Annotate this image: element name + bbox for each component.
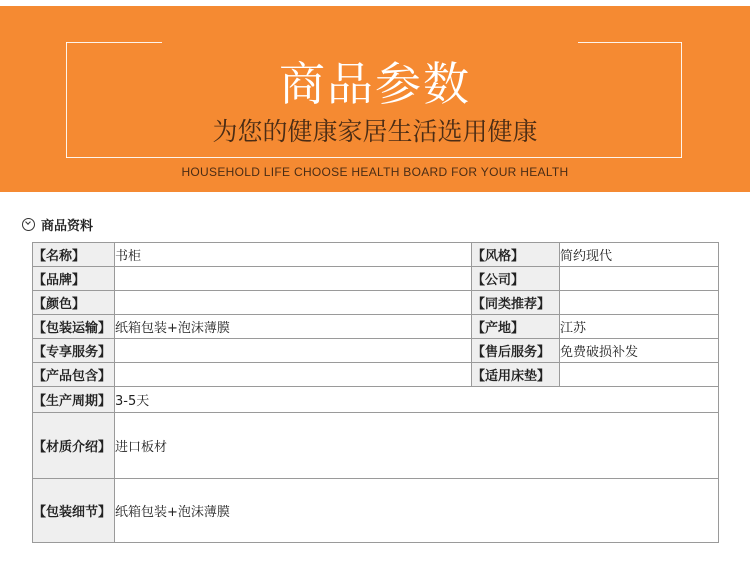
param-value: 纸箱包装+泡沫薄膜 (115, 479, 719, 543)
param-value: 书柜 (115, 243, 472, 267)
banner-subtitle: 为您的健康家居生活选用健康 (212, 117, 538, 146)
param-value: 江苏 (560, 315, 719, 339)
param-value: 纸箱包装+泡沫薄膜 (115, 315, 472, 339)
table-row (33, 339, 719, 363)
param-value (560, 363, 719, 387)
param-value (115, 363, 472, 387)
table-row (33, 243, 719, 267)
section-title: 商品资料 (41, 218, 94, 234)
header-banner (0, 0, 750, 192)
param-label: 【产品包含】 (33, 363, 115, 387)
param-value: 3-5天 (115, 387, 719, 413)
param-value (560, 267, 719, 291)
param-label: 【风格】 (472, 243, 560, 267)
param-label: 【材质介绍】 (33, 413, 115, 479)
param-label: 【售后服务】 (472, 339, 560, 363)
param-value (115, 291, 472, 315)
param-value: 进口板材 (115, 413, 719, 479)
banner-title: 商品参数 (279, 57, 471, 111)
param-value: 免费破损补发 (560, 339, 719, 363)
param-label: 【生产周期】 (33, 387, 115, 413)
frame-line-top-left (66, 42, 162, 43)
param-label: 【包装细节】 (33, 479, 115, 543)
param-label: 【同类推荐】 (472, 291, 560, 315)
param-label: 【公司】 (472, 267, 560, 291)
table-row (33, 315, 719, 339)
table-row (33, 413, 719, 479)
param-value (115, 267, 472, 291)
param-label: 【品牌】 (33, 267, 115, 291)
table-row (33, 267, 719, 291)
param-label: 【名称】 (33, 243, 115, 267)
chevron-circle-icon (22, 218, 35, 231)
param-value (115, 339, 472, 363)
banner-tagline: HOUSEHOLD LIFE CHOOSE HEALTH BOARD FOR YOUR HEALTH (181, 165, 569, 179)
param-label: 【产地】 (472, 315, 560, 339)
param-value: 简约现代 (560, 243, 719, 267)
param-value (560, 291, 719, 315)
param-label: 【专享服务】 (33, 339, 115, 363)
param-label: 【包装运输】 (33, 315, 115, 339)
top-strip (0, 0, 750, 6)
params-table (32, 242, 719, 543)
param-label: 【适用床垫】 (472, 363, 560, 387)
section-heading (22, 214, 93, 234)
frame-line-top-right (578, 42, 682, 43)
frame-line-bottom (66, 157, 682, 158)
table-row (33, 363, 719, 387)
table-row (33, 291, 719, 315)
table-row (33, 479, 719, 543)
param-label: 【颜色】 (33, 291, 115, 315)
table-row (33, 387, 719, 413)
